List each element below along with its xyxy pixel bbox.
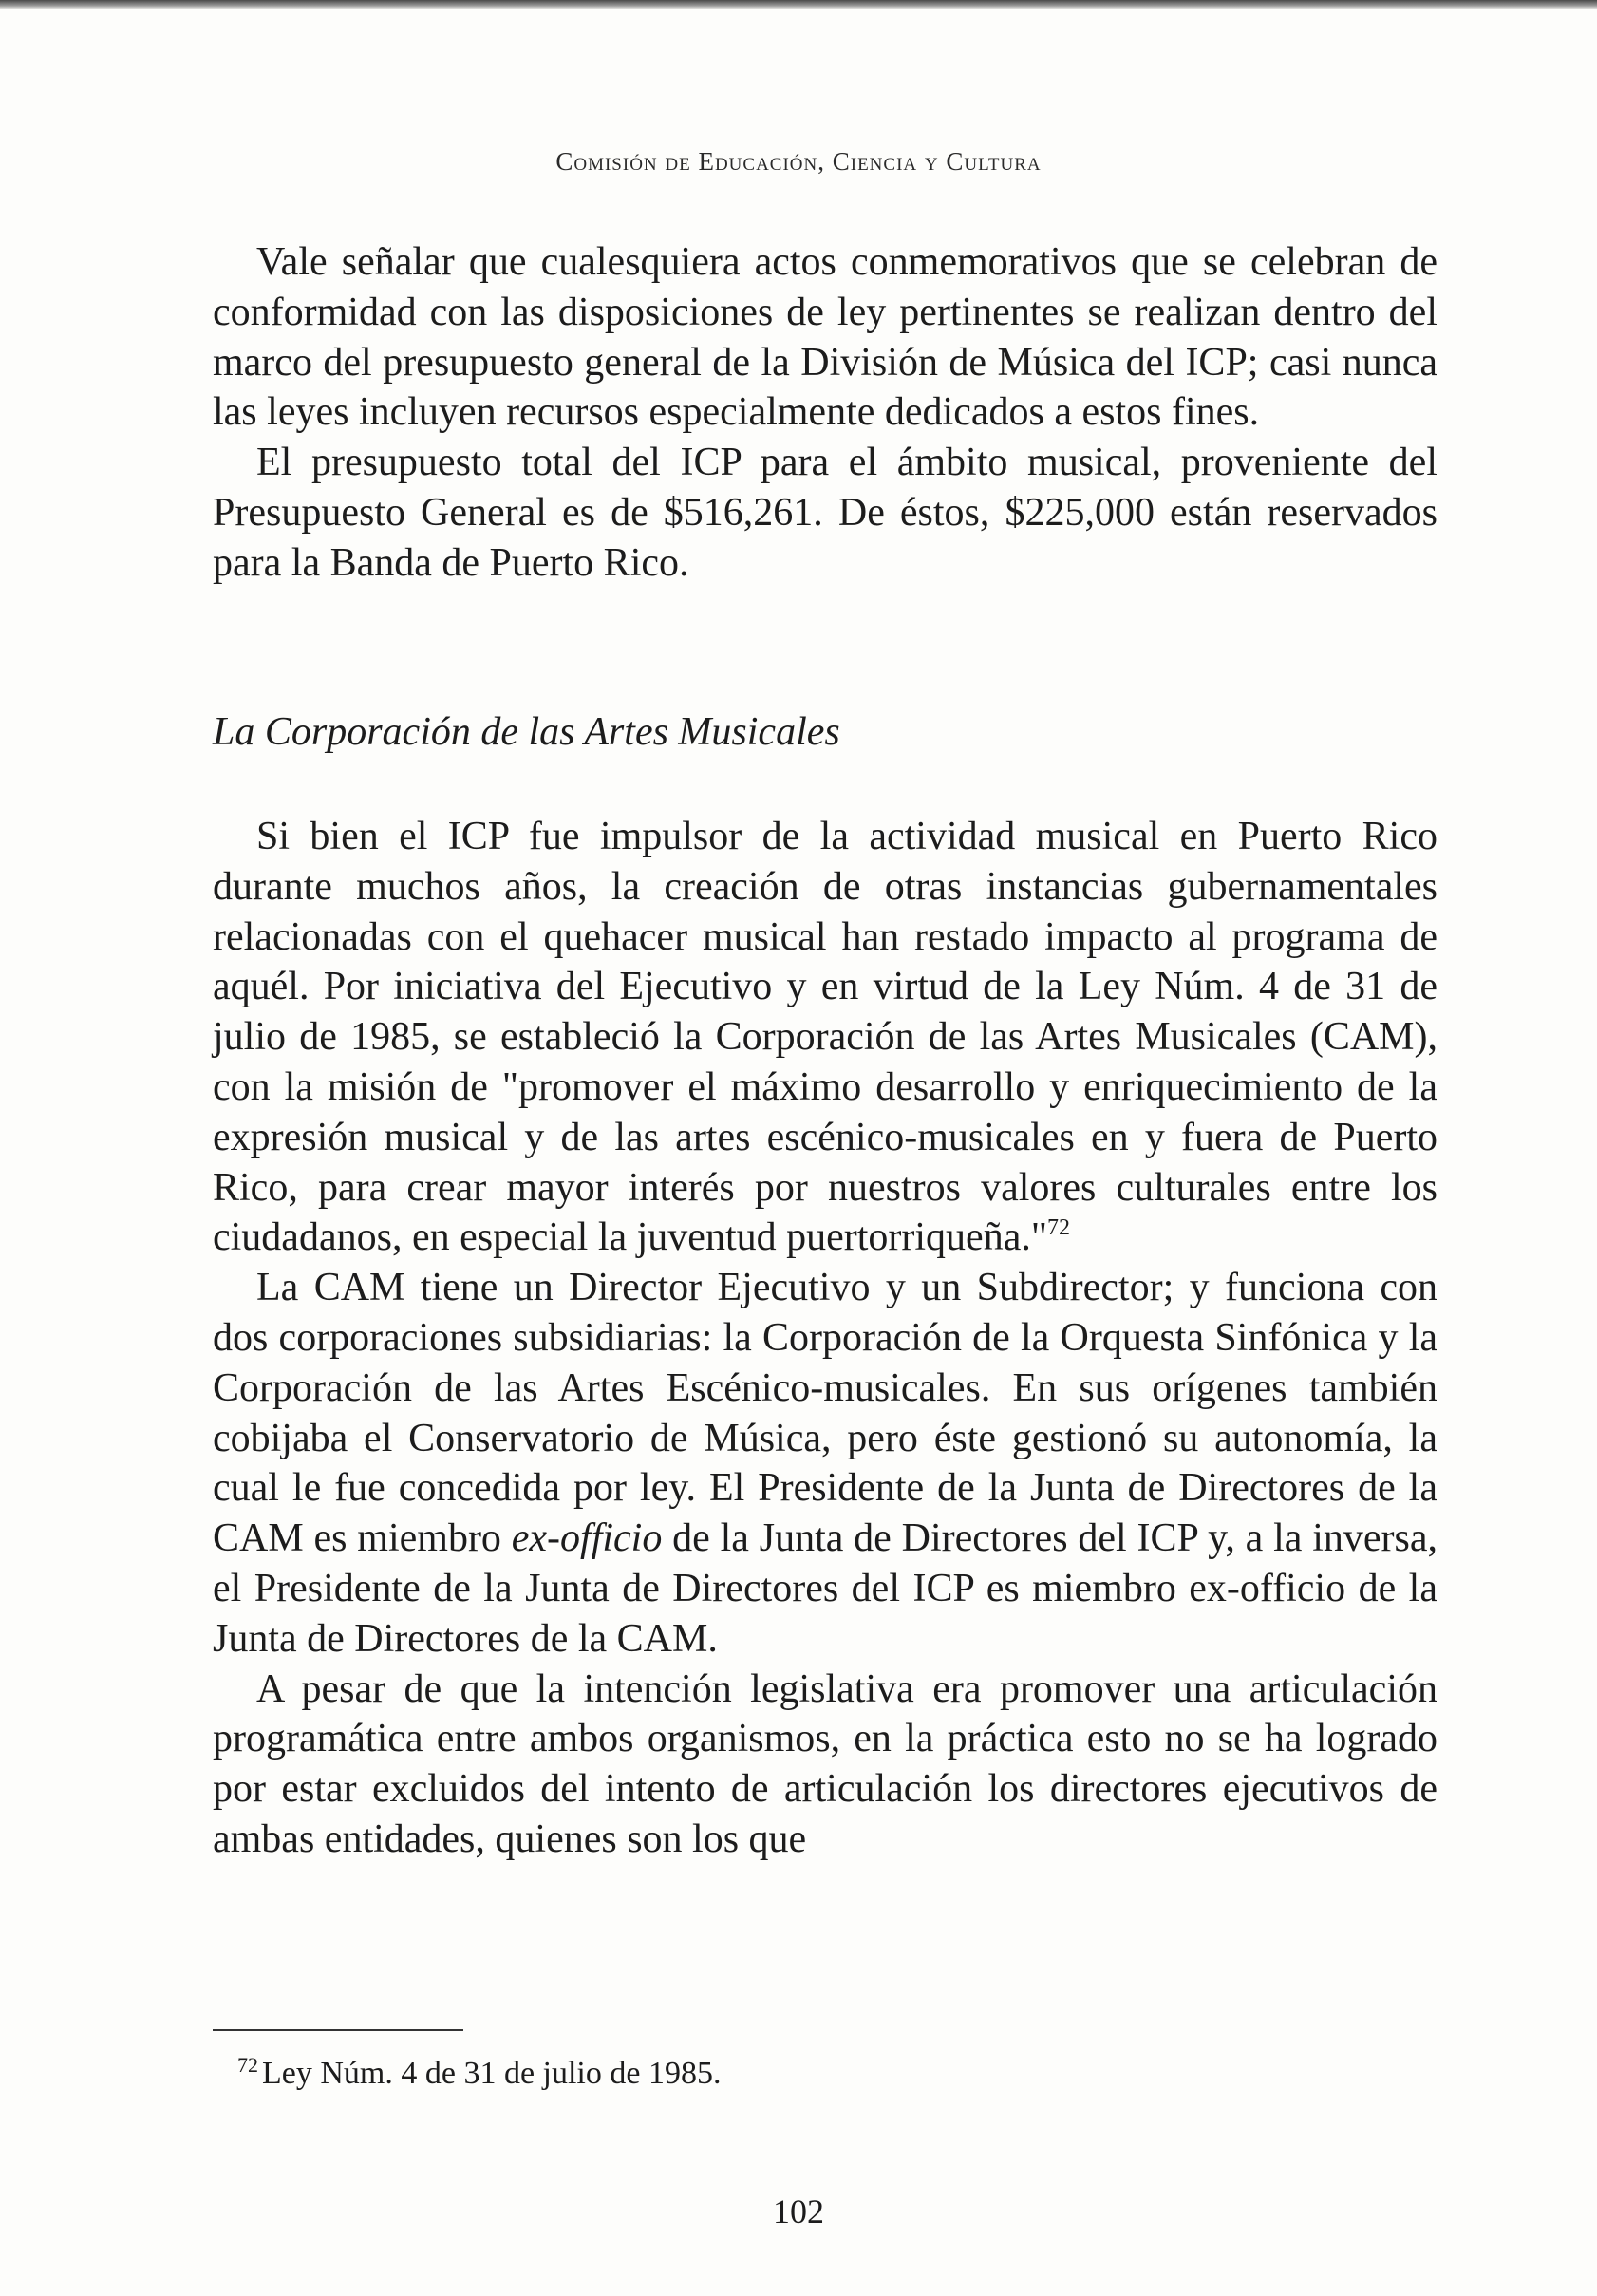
section-heading: La Corporación de las Artes Musicales bbox=[213, 710, 840, 754]
intro-text bbox=[213, 237, 1437, 589]
running-head: Comisión de Educación, Ciencia y Cultura bbox=[555, 147, 1042, 176]
footnote-text: Ley Núm. 4 de 31 de julio de 1985. bbox=[262, 2056, 722, 2091]
section-text bbox=[213, 812, 1437, 1865]
paragraph-text: Si bien el ICP fue impulsor de la actividad musical en Puerto Rico durante muchos años, la creación de otras instancias gubernamentales relacionadas con el quehacer musical han restado impacto al programa de aquél. Por iniciativa del Ejecutivo y en virtud de la Ley Núm. 4 de 31 de julio de 1985, se estableció la Corporación de las Artes Musicales (CAM), con la misión de "promover el máximo desarrollo y enriquecimiento de la expresión musical y de las artes escénico-musicales en y fuera de Puerto Rico, para crear mayor interés por nuestros valores culturales entre los ciudadanos, en especial la juventud puertorriqueña." bbox=[213, 815, 1437, 1260]
footnote-reference: 72 bbox=[1047, 1215, 1070, 1241]
paragraph-text: La CAM tiene un Director Ejecutivo y un Subdirector; y funciona con dos corporaciones subsidiarias: la Corporación de la Orquesta Sinfónica y la Corporación de las Artes Escénico-musicales. En sus orígenes también cobijaba el Conservatorio de Música, pero éste gestionó su autonomía, la cual le fue concedida por ley. El Presidente de la Junta de Directores de la CAM es miembro bbox=[213, 1266, 1437, 1561]
paragraph: Vale señalar que cualesquiera actos conmemorativos que se celebran de conformidad con las disposiciones de ley pertinentes se realizan dentro del marco del presupuesto general de la División de Música del ICP; casi nunca las leyes incluyen recursos especialmente dedicados a estos fines. bbox=[213, 240, 1437, 435]
footnote bbox=[237, 2053, 721, 2095]
footnote-number: 72 bbox=[237, 2053, 258, 2077]
footnote-divider bbox=[213, 2029, 463, 2031]
page-number: 102 bbox=[773, 2192, 824, 2230]
top-edge-rule bbox=[0, 0, 1597, 9]
paragraph bbox=[213, 812, 1437, 1263]
italic-term: ex-officio bbox=[511, 1516, 663, 1561]
paragraph: El presupuesto total del ICP para el ámbito musical, proveniente del Presupuesto General es de $516,261. De éstos, $225,000 están reservados para la Banda de Puerto Rico. bbox=[213, 441, 1437, 585]
paragraph: A pesar de que la intención legislativa era promover una articulación programática entre ambos organismos, en la práctica esto no se ha logrado por estar excluidos del intento de articulación los directores ejecutivos de ambas entidades, quienes son los que bbox=[213, 1666, 1437, 1861]
paragraph bbox=[213, 1263, 1437, 1664]
paragraph-text: de la Junta de Directores del ICP y, a la inversa, el Presidente de la Junta de Directores del ICP es miembro ex-officio de la Junta de Directores de la CAM. bbox=[213, 1516, 1438, 1661]
